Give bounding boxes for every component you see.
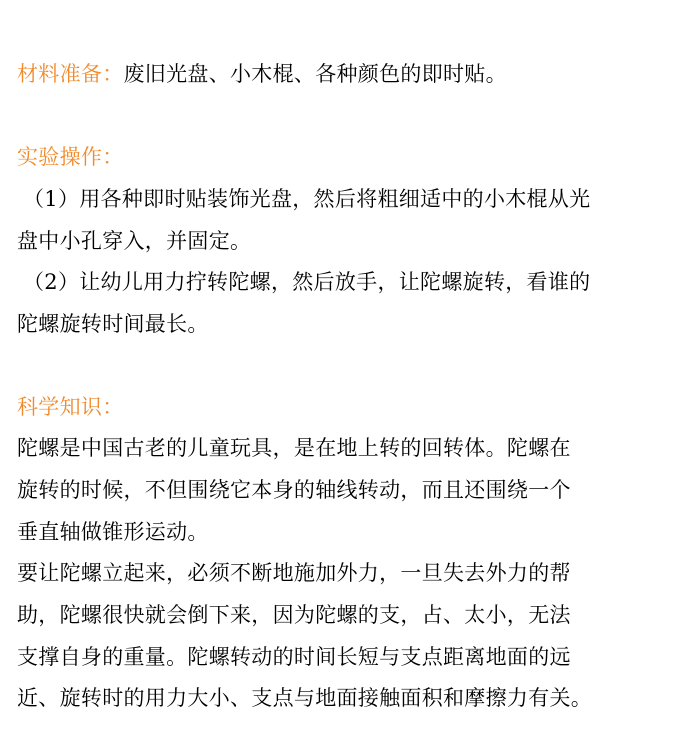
science-line: 要让陀螺立起来，必须不断地施加外力，一旦失去外力的帮: [17, 561, 571, 585]
materials-text: 废旧光盘、小木棍、各种颜色的即时贴。: [123, 62, 507, 86]
science-line: 垂直轴做锥形运动。: [17, 520, 209, 544]
materials-paragraph: [17, 60, 507, 88]
science-line: 近、旋转时的用力大小、支点与地面接触面积和摩擦力有关。: [17, 686, 593, 710]
experiment-line: （2）让幼儿用力拧转陀螺，然后放手，让陀螺旋转，看谁的: [23, 270, 591, 294]
materials-heading: 材料准备：: [17, 62, 124, 86]
science-line: 支撑自身的重量。陀螺转动的时间长短与支点距离地面的远: [17, 645, 571, 669]
science-heading: 科学知识：: [17, 395, 124, 419]
experiment-line: 陀螺旋转时间最长。: [17, 312, 209, 336]
experiment-line: （1）用各种即时贴装饰光盘，然后将粗细适中的小木棍从光: [23, 187, 591, 211]
experiment-heading: 实验操作：: [17, 145, 124, 169]
science-line: 旋转的时候，不但围绕它本身的轴线转动，而且还围绕一个: [17, 478, 571, 502]
science-line: 陀螺是中国古老的儿童玩具，是在地上转的回转体。陀螺在: [17, 436, 571, 460]
experiment-line: 盘中小孔穿入，并固定。: [17, 229, 252, 253]
science-line: 助，陀螺很快就会倒下来，因为陀螺的支，占、太小，无法: [17, 603, 571, 627]
